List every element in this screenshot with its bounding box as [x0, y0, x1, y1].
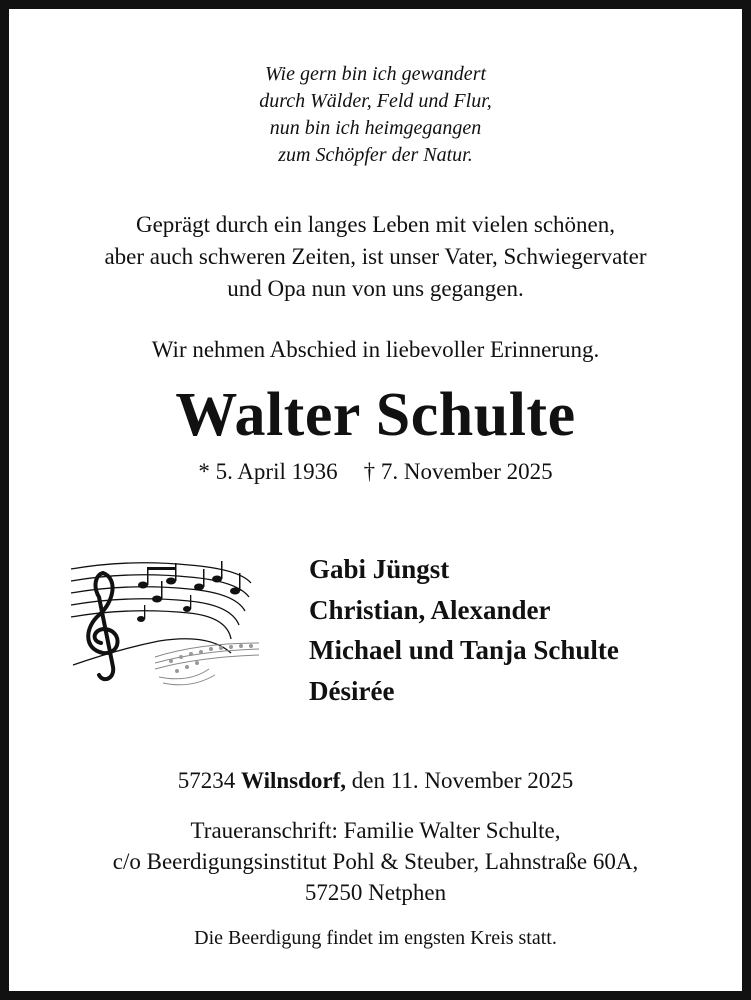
poem — [9, 61, 742, 169]
intro-text — [9, 209, 742, 305]
birth-date: * 5. April 1936 — [198, 459, 338, 484]
poem-line: zum Schöpfer der Natur. — [278, 144, 473, 166]
family-member: Christian, Alexander — [309, 594, 551, 625]
intro-line: Geprägt durch ein langes Leben mit vielen schönen, — [135, 212, 615, 237]
postcode: 57234 — [177, 768, 236, 793]
town: Wilnsdorf, — [241, 768, 347, 793]
notice-date: den 11. November 2025 — [351, 768, 574, 793]
death-date: † 7. November 2025 — [363, 459, 553, 484]
family-member: Désirée — [309, 675, 395, 706]
family-member: Gabi Jüngst — [309, 554, 450, 584]
farewell-line: Wir nehmen Abschied in liebevoller Erinnerung. — [151, 337, 600, 362]
mourning-address — [9, 815, 742, 908]
family-members — [309, 549, 619, 711]
life-dates — [9, 456, 742, 488]
intro-line: aber auch schweren Zeiten, ist unser Vater, Schwiegervater — [104, 244, 647, 269]
address-line: 57250 Netphen — [304, 880, 447, 905]
poem-line: nun bin ich heimgegangen — [269, 117, 482, 139]
deceased-name: Walter Schulte — [175, 381, 576, 449]
music-notes-staff-icon — [59, 557, 269, 697]
funeral-note: Die Beerdigung findet im engsten Kreis statt. — [194, 927, 557, 949]
family-member: Michael und Tanja Schulte — [309, 635, 619, 665]
poem-line: Wie gern bin ich gewandert — [264, 63, 487, 85]
place-date — [9, 765, 742, 797]
intro-line: und Opa nun von uns gegangen. — [227, 276, 524, 301]
address-line: Traueranschrift: Familie Walter Schulte, — [190, 818, 561, 843]
poem-line: durch Wälder, Feld und Flur, — [259, 90, 492, 112]
address-line: c/o Beerdigungsinstitut Pohl & Steuber, Lahnstraße 60A, — [112, 849, 639, 874]
